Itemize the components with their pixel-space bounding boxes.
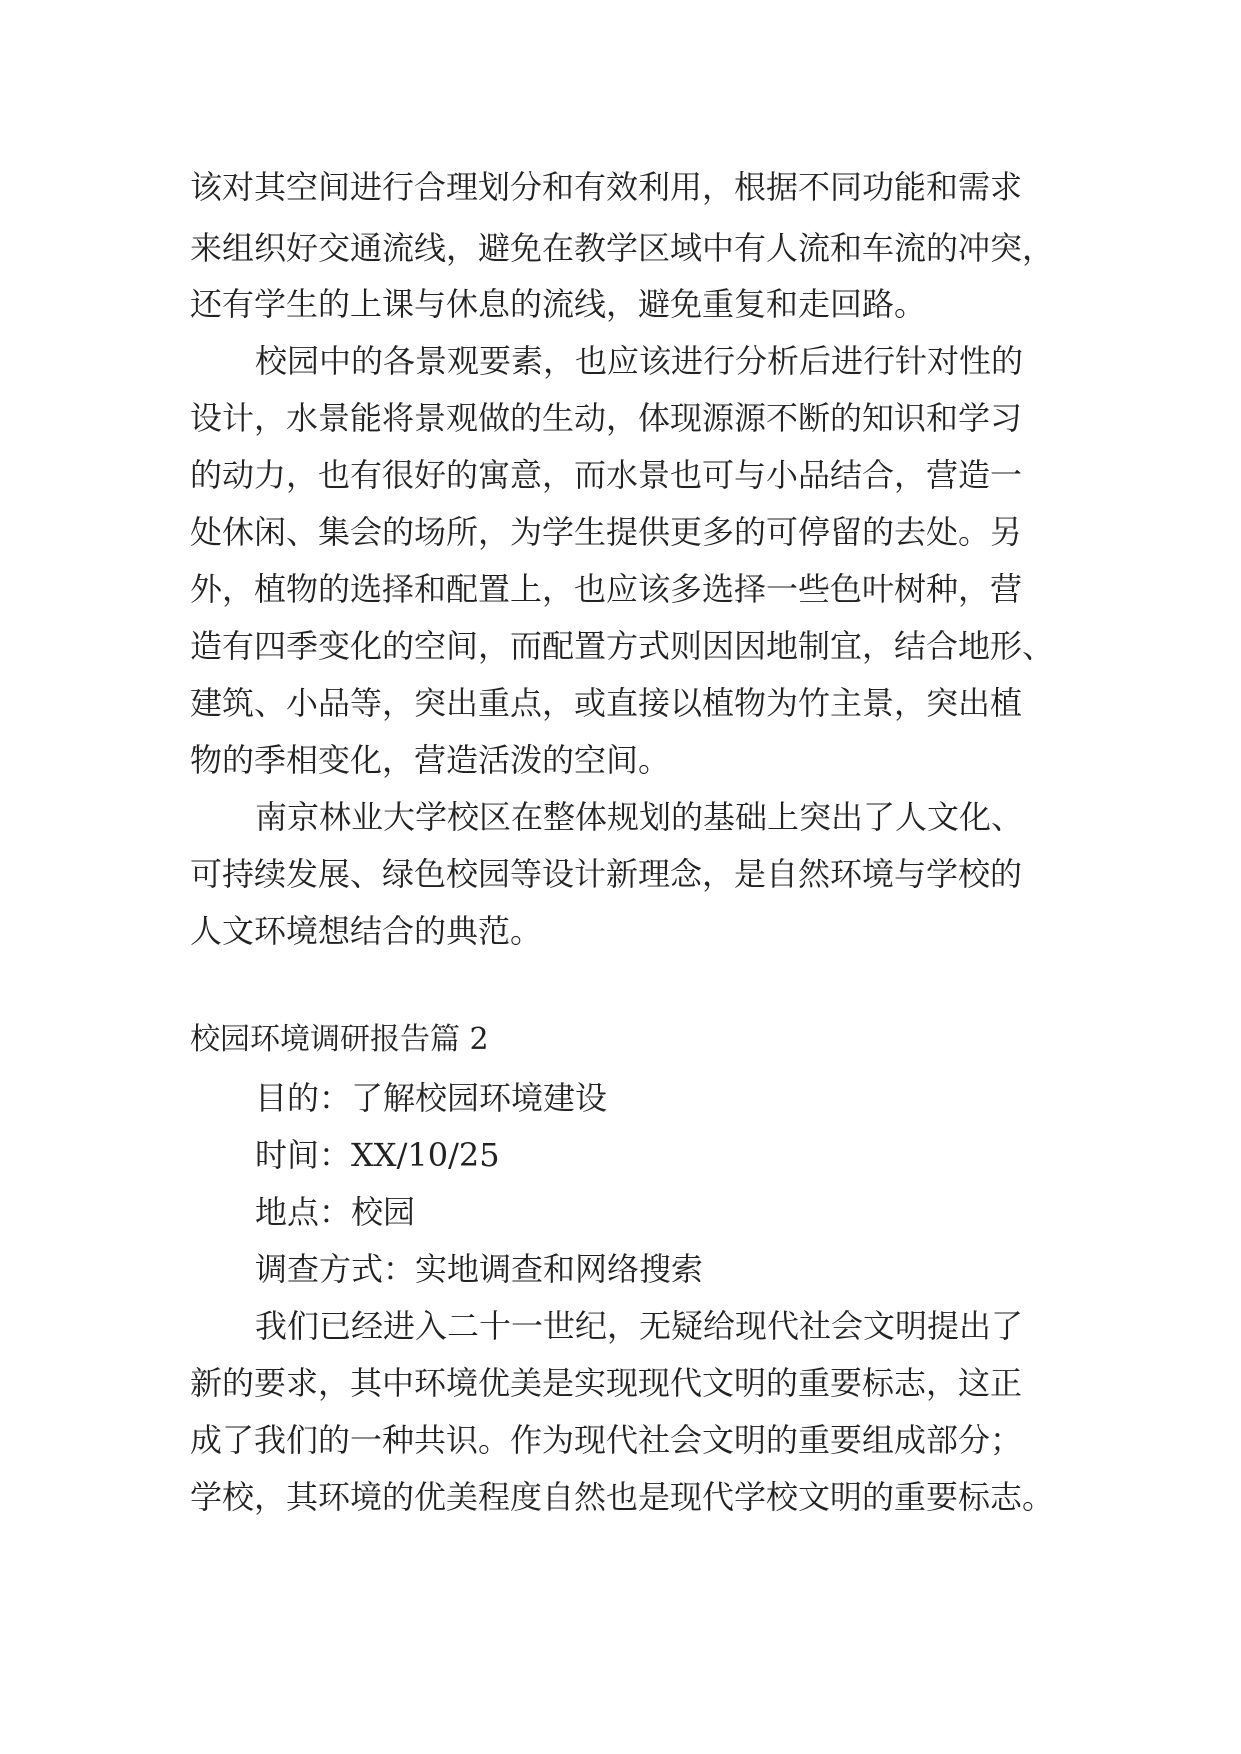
info-line-location: 地点：校园 (255, 1193, 416, 1231)
paragraph-line: 新的要求，其中环境优美是实现现代文明的重要标志，这正 (190, 1364, 1023, 1402)
paragraph-line: 成了我们的一种共识。作为现代社会文明的重要组成部分； (190, 1421, 1023, 1459)
paragraph-line: 造有四季变化的空间，而配置方式则因因地制宜，结合地形、 (190, 627, 1055, 665)
paragraph-line: 物的季相变化，营造活泼的空间。 (190, 741, 671, 779)
paragraph-line: 外，植物的选择和配置上，也应该多选择一些色叶树种，营 (190, 570, 1023, 608)
section-heading: 校园环境调研报告篇 2 (190, 1022, 489, 1057)
paragraph-line: 处休闲、集会的场所，为学生提供更多的可停留的去处。另 (190, 513, 1023, 551)
info-line-method: 调查方式：实地调查和网络搜索 (255, 1250, 704, 1288)
paragraph-line: 还有学生的上课与休息的流线，避免重复和走回路。 (190, 285, 927, 323)
paragraph-line: 来组织好交通流线，避免在教学区域中有人流和车流的冲突， (190, 229, 1055, 267)
info-line-purpose: 目的：了解校园环境建设 (255, 1079, 608, 1117)
paragraph-line: 学校，其环境的优美程度自然也是现代学校文明的重要标志。 (190, 1478, 1055, 1516)
paragraph-line: 该对其空间进行合理划分和有效利用，根据不同功能和需求 (190, 168, 1023, 206)
paragraph-line: 校园中的各景观要素，也应该进行分析后进行针对性的 (255, 342, 1024, 380)
info-line-time: 时间：XX/10/25 (255, 1136, 500, 1174)
paragraph-line: 建筑、小品等，突出重点，或直接以植物为竹主景，突出植 (190, 684, 1023, 722)
paragraph-line: 设计，水景能将景观做的生动，体现源源不断的知识和学习 (190, 399, 1023, 437)
paragraph-line: 我们已经进入二十一世纪，无疑给现代社会文明提出了 (255, 1307, 1024, 1345)
paragraph-line: 人文环境想结合的典范。 (190, 912, 543, 950)
paragraph-line: 的动力，也有很好的寓意，而水景也可与小品结合，营造一 (190, 456, 1023, 494)
paragraph-line: 南京林业大学校区在整体规划的基础上突出了人文化、 (255, 798, 1024, 836)
paragraph-line: 可持续发展、绿色校园等设计新理念，是自然环境与学校的 (190, 855, 1023, 893)
